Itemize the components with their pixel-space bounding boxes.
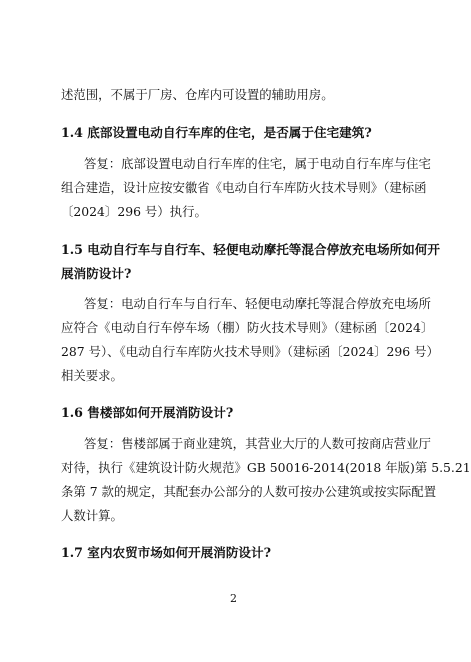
section-heading-1-5-cont: 展消防设计? (61, 266, 132, 281)
body-text-line: 应符合《电动自行车停车场（棚）防火技术导则》（建标函〔2024〕 (61, 320, 434, 335)
body-text-line: 述范围，不属于厂房、仓库内可设置的辅助用房。 (61, 87, 334, 102)
body-text-line: 287 号）、《电动自行车库防火技术导则》（建标函〔2024〕296 号） (61, 344, 439, 359)
page-number: 2 (230, 592, 237, 605)
body-text-line: 组合建造，设计应按安徽省《电动自行车库防火技术导则》（建标函 (61, 180, 427, 195)
body-text-line: 答复：电动自行车与自行车、轻便电动摩托等混合停放充电场所 (84, 296, 431, 311)
section-heading-1-5: 1.5 电动自行车与自行车、轻便电动摩托等混合停放充电场所如何开 (61, 242, 440, 257)
body-text-line: 答复：底部设置电动自行车库的住宅，属于电动自行车库与住宅 (84, 156, 431, 171)
body-text-line: 人数计算。 (61, 508, 123, 523)
section-heading-1-6: 1.6 售楼部如何开展消防设计? (61, 405, 234, 420)
section-heading-1-4: 1.4 底部设置电动自行车库的住宅，是否属于住宅建筑? (61, 125, 372, 140)
body-text-line: 对待，执行《建筑设计防火规范》GB 50016-2014(2018 年版)第 5.5.21 (61, 460, 471, 475)
body-text-line: 〔2024〕296 号）执行。 (61, 204, 207, 219)
body-text-line: 答复：售楼部属于商业建筑，其营业大厅的人数可按商店营业厅 (84, 436, 431, 451)
section-heading-1-7: 1.7 室内农贸市场如何开展消防设计? (61, 545, 271, 560)
body-text-line: 相关要求。 (61, 368, 123, 383)
body-text-line: 条第 7 款的规定，其配套办公部分的人数可按办公建筑或按实际配置 (61, 484, 437, 499)
